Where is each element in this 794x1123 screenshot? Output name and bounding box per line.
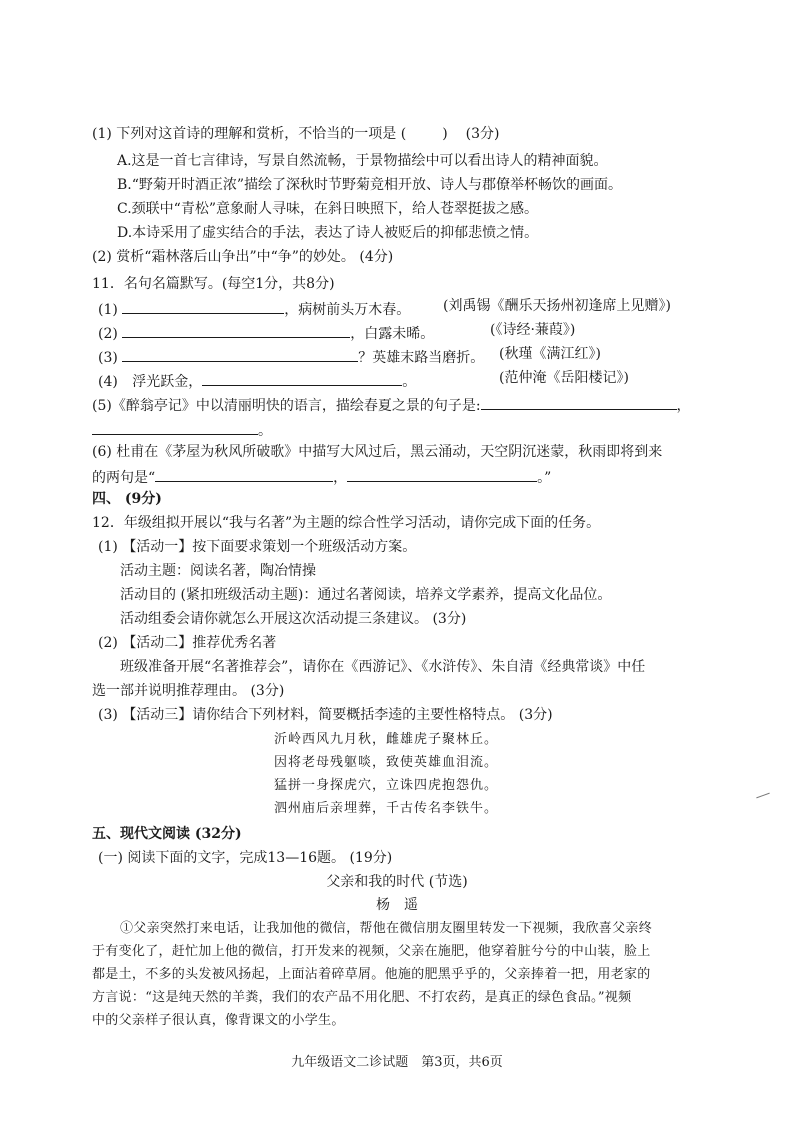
q11-blank-1[interactable] <box>122 299 284 314</box>
q11-line-3-num: (3) <box>98 350 118 366</box>
q11-line-3-source: (秋瑾《满江红》) <box>499 346 601 362</box>
q12-activity-2-line-2: 选一部并说明推荐理由。 (3分) <box>92 683 285 699</box>
q11-blank-6a[interactable] <box>155 467 333 482</box>
q10-option-b: B.“野菊开时酒正浓”描绘了深秋时节野菊竞相开放、诗人与郡僚举杯畅饮的画面。 <box>117 177 623 193</box>
q10-part1-paren-close: ) <box>442 126 448 142</box>
q11-blank-3[interactable] <box>122 347 358 362</box>
page-footer: 九年级语文二诊试题 第3页，共6页 <box>291 1055 503 1070</box>
q10-part1-line <box>92 125 500 143</box>
q11-line-2-text: ，白露未晞。 <box>350 326 435 342</box>
q11-line-5-text: (5)《醉翁亭记》中以清丽明快的语言，描绘春夏之景的句子是: <box>92 398 481 414</box>
q12-activity-2: (2) 【活动二】推荐优秀名著 <box>98 635 277 651</box>
q10-part1-score: (3分) <box>465 126 500 142</box>
q11-line-5 <box>92 395 691 415</box>
q12-activity-1: (1) 【活动一】按下面要求策划一个班级活动方案。 <box>98 539 417 555</box>
article-paragraph-line: ①父亲突然打来电话，让我加他的微信，帮他在微信朋友圈里转发一下视频，我欣喜父亲终 <box>120 921 653 936</box>
q11-line-1 <box>98 299 410 319</box>
section-4-title: 四、 (9分) <box>92 491 162 507</box>
q11-line-4-source: (范仲淹《岳阳楼记》) <box>499 370 629 386</box>
q11-line-2-num: (2) <box>98 326 118 342</box>
q12-activity-2-line-1: 班级准备开展“名著推荐会”，请你在《西游记》、《水浒传》、朱自清《经典常谈》中任 <box>120 659 646 675</box>
q11-blank-2[interactable] <box>122 323 350 338</box>
q11-line-4-text: 浮光跃金， <box>132 374 203 390</box>
q11-line-6: (6) 杜甫在《茅屋为秋风所破歌》中描写大风过后，黑云涌动，天空阴沉迷蒙，秋雨即将到来 <box>92 444 663 460</box>
stray-mark <box>756 793 769 799</box>
q11-line-5b <box>92 420 272 440</box>
q12-activity-1-task: 活动组委会请你就怎么开展这次活动提三条建议。 (3分) <box>120 611 467 627</box>
section-5-sub-1: (一) 阅读下面的文字，完成13—16题。 (19分) <box>98 850 393 866</box>
q11-line-1-text: ，病树前头万木春。 <box>284 302 411 318</box>
q12-activity-1-goal: 活动目的 (紧扣班级活动主题)：通过名著阅读，培养文学素养，提高文化品位。 <box>120 587 612 603</box>
q10-part2: (2) 赏析“霜林落后山争出”中“争”的妙处。 (4分) <box>92 249 394 265</box>
poem-line: 因将老母残躯啖，致使英雄血泪流。 <box>274 755 499 770</box>
q11-line-4-end: 。 <box>402 374 417 390</box>
q12-activity-1-theme: 活动主题：阅读名著，陶冶情操 <box>120 563 316 579</box>
section-5-title: 五、现代文阅读 (32分) <box>92 826 242 842</box>
article-title: 父亲和我的时代 (节选) <box>326 874 468 890</box>
q11-line-1-num: (1) <box>98 302 118 318</box>
q11-line-5-end: 。 <box>258 423 272 439</box>
q11-title: 11．名句名篇默写。(每空1分，共8分) <box>92 276 335 292</box>
article-paragraph-line: 都是土，不多的头发被风扬起，上面沾着碎草屑。他施的肥黑乎乎的，父亲捧着一把，用老家的 <box>92 967 651 982</box>
q12-stem: 12．年级组拟开展以“我与名著”为主题的综合性学习活动，请你完成下面的任务。 <box>92 515 601 531</box>
q11-blank-5b[interactable] <box>92 420 258 435</box>
q11-blank-5a[interactable] <box>481 395 677 410</box>
poem-line: 猛拼一身探虎穴，立诛四虎抱怨仇。 <box>274 778 499 793</box>
q11-line-5-comma: ， <box>676 398 691 414</box>
q11-blank-6b[interactable] <box>347 467 537 482</box>
q10-option-c: C.颈联中“青松”意象耐人寻味，在斜日映照下，给人苍翠挺拔之感。 <box>117 201 538 217</box>
q11-blank-4[interactable] <box>202 371 402 386</box>
q11-line-6b <box>92 467 551 487</box>
q12-activity-3: (3) 【活动三】请你结合下列材料，简要概括李逵的主要性格特点。 (3分) <box>98 707 553 723</box>
q11-line-6b-end: 。” <box>537 470 552 486</box>
q10-part1-stem: (1) 下列对这首诗的理解和赏析，不恰当的一项是 ( <box>92 126 407 142</box>
q11-line-6b-start: 的两句是“ <box>92 470 156 486</box>
q11-line-6b-comma: ， <box>333 470 348 486</box>
q11-line-4-num: (4) <box>98 374 118 390</box>
q10-option-a: A.这是一首七言律诗，写景自然流畅，于景物描绘中可以看出诗人的精神面貌。 <box>117 153 608 169</box>
article-paragraph-line: 于有变化了，赶忙加上他的微信，打开发来的视频，父亲在施肥，他穿着脏兮兮的中山装，脸上 <box>92 944 651 959</box>
q11-line-4 <box>98 371 416 391</box>
poem-line: 泗州庙后亲埋葬，千古传名李铁牛。 <box>274 801 499 816</box>
poem-line: 沂岭西风九月秋，雌雄虎子聚林丘。 <box>274 732 499 747</box>
q11-line-1-source: (刘禹锡《酬乐天扬州初逢席上见赠》) <box>443 298 671 314</box>
q11-line-3-text: ？英雄末路当磨折。 <box>358 350 485 366</box>
q11-line-2 <box>98 323 434 343</box>
q10-option-d: D.本诗采用了虚实结合的手法，表达了诗人被贬后的抑郁悲愤之情。 <box>117 225 539 241</box>
q11-line-3 <box>98 347 484 367</box>
article-author: 杨 遥 <box>376 897 418 913</box>
q11-line-2-source: (《诗经·蒹葭》) <box>490 322 576 338</box>
article-paragraph-line: 方言说：“这是纯天然的羊粪，我们的农产品不用化肥、不打农药，是真正的绿色食品。”视频 <box>92 990 632 1005</box>
article-paragraph-line: 中的父亲样子很认真，像背课文的小学生。 <box>92 1013 345 1028</box>
